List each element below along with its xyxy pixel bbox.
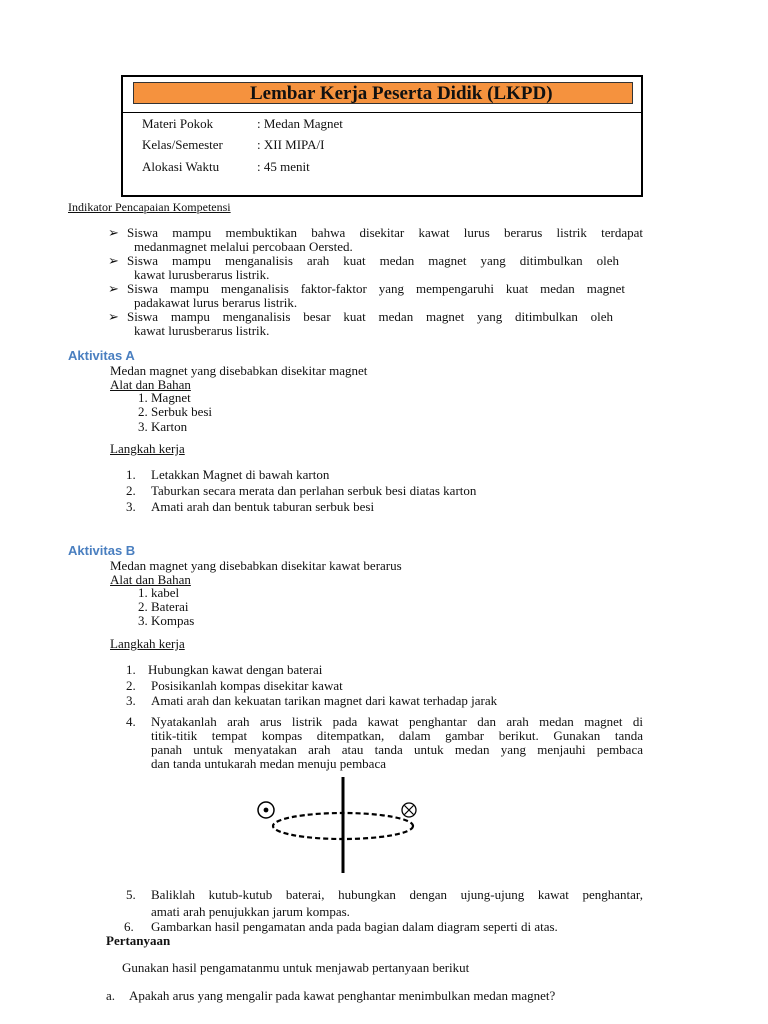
langkah-b-text-1: Hubungkan kawat dengan baterai	[148, 662, 323, 677]
indikator-item-2-line1: Siswa mampu menganalisis arah kuat medan magnet yang ditimbulkan oleh	[127, 253, 619, 268]
aktivitas-b-alat-heading: Alat dan Bahan	[110, 572, 191, 587]
alat-b-item-2: 2. Baterai	[138, 599, 189, 614]
langkah-b-text-2: Posisikanlah kompas disekitar kawat	[151, 678, 343, 693]
step5-line-1: Baliklah kutub-kutub baterai, hubungkan dengan ujung-ujung kawat penghantar,	[151, 887, 643, 902]
alat-b-item-1: 1. kabel	[138, 585, 180, 600]
kelas-label: Kelas/Semester	[142, 137, 223, 152]
langkah-b-num-6: 6.	[124, 919, 134, 934]
langkah-b-num-5: 5.	[126, 887, 136, 902]
langkah-b-num-1: 1.	[126, 662, 136, 677]
bullet-icon: ➢	[108, 253, 119, 268]
indikator-item-3-line1: Siswa mampu menganalisis faktor-faktor yang mempengaruhi kuat medan magnet	[127, 281, 625, 296]
indikator-item-3-line2: padakawat lurus berarus listrik.	[134, 295, 298, 310]
langkah-b-text-3: Amati arah dan kekuatan tarikan magnet dari kawat terhadap jarak	[151, 693, 498, 708]
langkah-a-text-3: Amati arah dan bentuk taburan serbuk besi	[151, 499, 375, 514]
bullet-icon: ➢	[108, 309, 119, 324]
aktivitas-b-heading: Aktivitas B	[68, 543, 136, 558]
step4-line-2: titik-titik tempat kompas ditempatkan, dalam gambar berikut. Gunakan tanda	[151, 728, 643, 743]
aktivitas-a-alat-heading: Alat dan Bahan	[110, 377, 191, 392]
step4-line-3: panah untuk menyatakan arah atau tanda untuk medan yang menjauhi pembaca	[151, 742, 643, 757]
aktivitas-b-subtitle: Medan magnet yang disebabkan disekitar kawat berarus	[110, 558, 402, 573]
indikator-item-1-line1: Siswa mampu membuktikan bahwa disekitar kawat lurus berarus listrik terdapat	[127, 225, 643, 240]
header-divider	[123, 112, 641, 113]
materi-value: : Medan Magnet	[257, 116, 343, 131]
indikator-item-4-line2: kawat lurusberarus listrik.	[134, 323, 270, 338]
wire-compass-diagram	[250, 775, 430, 875]
alokasi-label: Alokasi Waktu	[142, 159, 220, 174]
langkah-a-num-1: 1.	[126, 467, 136, 482]
materi-label: Materi Pokok	[142, 116, 214, 131]
langkah-b-text-6: Gambarkan hasil pengamatan anda pada bagian dalam diagram seperti di atas.	[151, 919, 558, 934]
aktivitas-a-subtitle: Medan magnet yang disebabkan disekitar magnet	[110, 363, 368, 378]
aktivitas-a-langkah-heading: Langkah kerja	[110, 441, 185, 456]
step4-line-1: Nyatakanlah arah arus listrik pada kawat penghantar dan arah medan magnet di	[151, 714, 643, 729]
pertanyaan-a-label: a.	[106, 988, 116, 1003]
indikator-item-1-line2: medanmagnet melalui percobaan Oersted.	[134, 239, 353, 254]
pertanyaan-intro: Gunakan hasil pengamatanmu untuk menjawab pertanyaan berikut	[122, 960, 470, 975]
indikator-item-2-line2: kawat lurusberarus listrik.	[134, 267, 270, 282]
aktivitas-b-langkah-heading: Langkah kerja	[110, 636, 185, 651]
indikator-item-4-line1: Siswa mampu menganalisis besar kuat medan magnet yang ditimbulkan oleh	[127, 309, 613, 324]
cross-in-icon	[402, 803, 416, 817]
alat-a-item-1: 1. Magnet	[138, 390, 191, 405]
alat-a-item-3: 3. Karton	[138, 419, 188, 434]
page-title: Lembar Kerja Peserta Didik (LKPD)	[250, 83, 553, 104]
step5-line-2: amati arah penujukkan jarum kompas.	[151, 904, 350, 919]
langkah-a-text-2: Taburkan secara merata dan perlahan serbuk besi diatas karton	[151, 483, 477, 498]
step4-line-4: dan tanda untukarah medan menuju pembaca	[151, 756, 386, 771]
alat-a-item-2: 2. Serbuk besi	[138, 404, 213, 419]
langkah-a-text-1: Letakkan Magnet di bawah karton	[151, 467, 330, 482]
pertanyaan-a-text: Apakah arus yang mengalir pada kawat penghantar menimbulkan medan magnet?	[129, 988, 556, 1003]
dot-out-icon	[258, 802, 274, 818]
alokasi-value: : 45 menit	[257, 159, 310, 174]
langkah-b-num-4: 4.	[126, 714, 136, 729]
indikator-heading: Indikator Pencapaian Kompetensi	[68, 200, 231, 214]
langkah-b-num-3: 3.	[126, 693, 136, 708]
langkah-b-num-2: 2.	[126, 678, 136, 693]
langkah-a-num-3: 3.	[126, 499, 136, 514]
kelas-value: : XII MIPA/I	[257, 137, 325, 152]
bullet-icon: ➢	[108, 225, 119, 240]
langkah-a-num-2: 2.	[126, 483, 136, 498]
bullet-icon: ➢	[108, 281, 119, 296]
alat-b-item-3: 3. Kompas	[138, 613, 195, 628]
pertanyaan-heading: Pertanyaan	[106, 933, 171, 948]
aktivitas-a-heading: Aktivitas A	[68, 348, 135, 363]
